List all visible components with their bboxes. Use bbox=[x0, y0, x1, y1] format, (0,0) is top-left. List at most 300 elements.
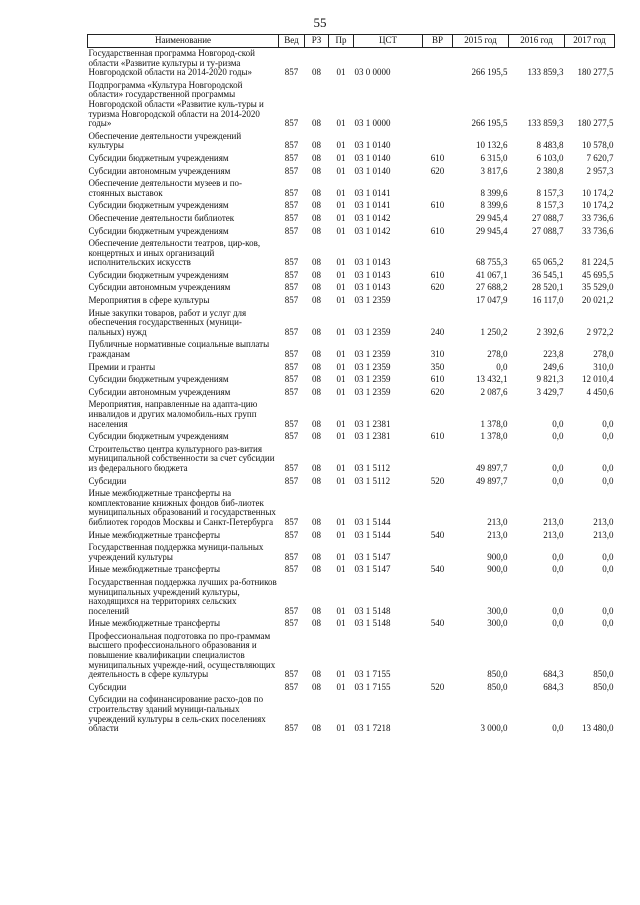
row-rz: 08 bbox=[312, 516, 321, 527]
row-rz: 08 bbox=[312, 118, 321, 129]
row-value-2015: 850,0 bbox=[487, 681, 508, 692]
row-rz: 08 bbox=[312, 295, 321, 306]
row-pr: 01 bbox=[336, 326, 346, 337]
row-cst: 03 1 0140 bbox=[354, 165, 391, 176]
row-value-2016: 27 088,7 bbox=[532, 212, 564, 223]
row-ved: 857 bbox=[284, 431, 299, 442]
table-row bbox=[88, 542, 615, 564]
row-rz: 08 bbox=[312, 418, 321, 429]
row-name: Обеспечение деятельности библиотек bbox=[88, 212, 235, 223]
row-name: Мероприятия, направленные на адапта-цию инвалидов и других маломобиль-ных групп населения bbox=[88, 399, 258, 429]
row-pr: 01 bbox=[336, 723, 346, 734]
row-value-2017: 850,0 bbox=[593, 681, 614, 692]
row-value-2015: 29 945,4 bbox=[476, 212, 508, 223]
table-row bbox=[88, 282, 615, 295]
row-name: Субсидии автономным учреждениям bbox=[88, 165, 231, 176]
row-cst: 03 1 2359 bbox=[354, 361, 391, 372]
row-vr: 520 bbox=[430, 681, 445, 692]
row-value-2017: 180 277,5 bbox=[577, 118, 614, 129]
row-value-2015: 6 315,0 bbox=[480, 152, 508, 163]
row-value-2016: 2 380,8 bbox=[536, 165, 564, 176]
row-rz: 08 bbox=[312, 282, 321, 293]
row-pr: 01 bbox=[336, 462, 346, 473]
row-pr: 01 bbox=[336, 418, 346, 429]
row-value-2015: 278,0 bbox=[487, 349, 508, 360]
row-pr: 01 bbox=[336, 187, 346, 198]
row-vr bbox=[423, 238, 453, 270]
row-name: Государственная программа Новгород-ской области «Развитие культуры и ту-ризма Новгородской области на 2014-2020 годы» bbox=[88, 48, 255, 78]
row-ved: 857 bbox=[284, 187, 299, 198]
row-value-2015: 29 945,4 bbox=[476, 225, 508, 236]
table-row bbox=[88, 48, 615, 80]
table-row bbox=[88, 295, 615, 308]
row-rz: 08 bbox=[312, 326, 321, 337]
table-row bbox=[88, 618, 615, 631]
row-pr: 01 bbox=[336, 605, 346, 616]
row-vr bbox=[423, 488, 453, 529]
row-value-2016: 223,8 bbox=[543, 349, 564, 360]
row-name: Субсидии bbox=[88, 681, 127, 692]
row-rz: 08 bbox=[312, 386, 321, 397]
row-rz: 08 bbox=[312, 140, 321, 151]
row-value-2017: 0,0 bbox=[602, 462, 614, 473]
row-ved: 857 bbox=[284, 564, 299, 575]
row-name: Профессиональная подготовка по про-граммам высшего профессионального образования и повышение квалификации специалистов муниципальных учрежде-ний, осуществляющих деятельность в сфере культуры bbox=[88, 630, 276, 680]
row-rz: 08 bbox=[312, 374, 321, 385]
row-ved: 857 bbox=[284, 529, 299, 540]
row-vr: 310 bbox=[430, 349, 445, 360]
row-value-2015: 49 897,7 bbox=[476, 462, 508, 473]
row-pr: 01 bbox=[336, 431, 346, 442]
row-vr bbox=[423, 542, 453, 564]
row-cst: 03 1 5148 bbox=[354, 605, 391, 616]
row-value-2017: 213,0 bbox=[593, 529, 614, 540]
column-header-name: Наименование bbox=[88, 35, 279, 48]
row-rz: 08 bbox=[312, 269, 321, 280]
row-vr bbox=[423, 295, 453, 308]
row-value-2016: 0,0 bbox=[552, 723, 564, 734]
row-value-2017: 81 224,5 bbox=[582, 257, 614, 268]
row-value-2016: 249,6 bbox=[543, 361, 564, 372]
row-name: Иные закупки товаров, работ и услуг для обеспечения государственных (муници-пальных) нужд bbox=[88, 307, 247, 337]
row-cst: 03 1 5147 bbox=[354, 551, 391, 562]
table-row bbox=[88, 80, 615, 131]
table-body bbox=[88, 48, 615, 736]
row-name: Иные межбюджетные трансферты bbox=[88, 618, 221, 629]
row-cst: 03 1 0140 bbox=[354, 152, 391, 163]
row-rz: 08 bbox=[312, 361, 321, 372]
row-value-2015: 0,0 bbox=[496, 361, 508, 372]
row-value-2016: 28 520,1 bbox=[532, 282, 564, 293]
row-cst: 03 1 0141 bbox=[354, 200, 391, 211]
row-name: Субсидии бюджетным учреждениям bbox=[88, 269, 229, 280]
row-pr: 01 bbox=[336, 551, 346, 562]
row-name: Субсидии на софинансирование расхо-дов по строительству зданий муници-пальных учреждений культуры в сель-ских поселениях области bbox=[88, 694, 266, 734]
row-value-2017: 10 174,2 bbox=[582, 187, 614, 198]
row-value-2016: 0,0 bbox=[552, 475, 564, 486]
row-vr bbox=[423, 399, 453, 431]
row-cst: 03 1 5147 bbox=[354, 564, 391, 575]
row-name: Подпрограмма «Культура Новгородской области» государственной программы Новгородской области «Развитие куль-туры и туризма Новгородской области на 2014-2020 годы» bbox=[88, 79, 264, 129]
row-value-2016: 0,0 bbox=[552, 551, 564, 562]
row-rz: 08 bbox=[312, 67, 321, 78]
table-row bbox=[88, 213, 615, 226]
table-row bbox=[88, 200, 615, 213]
row-value-2016: 3 429,7 bbox=[536, 386, 564, 397]
row-cst: 03 1 2359 bbox=[354, 386, 391, 397]
table-row bbox=[88, 226, 615, 239]
row-value-2016: 65 065,2 bbox=[532, 257, 564, 268]
row-vr bbox=[423, 178, 453, 200]
row-vr bbox=[423, 631, 453, 682]
row-rz: 08 bbox=[312, 187, 321, 198]
row-ved: 857 bbox=[284, 475, 299, 486]
row-value-2017: 2 972,2 bbox=[586, 326, 614, 337]
row-cst: 03 1 0143 bbox=[354, 282, 391, 293]
row-name: Обеспечение деятельности учреждений культуры bbox=[88, 130, 242, 151]
row-cst: 03 1 5112 bbox=[354, 475, 391, 486]
row-ved: 857 bbox=[284, 326, 299, 337]
row-ved: 857 bbox=[284, 212, 299, 223]
row-value-2015: 3 817,6 bbox=[480, 165, 508, 176]
row-value-2017: 7 620,7 bbox=[586, 152, 614, 163]
column-header-pr: Пр bbox=[329, 35, 354, 48]
row-value-2016: 16 117,0 bbox=[532, 295, 564, 306]
row-ved: 857 bbox=[284, 152, 299, 163]
row-vr: 610 bbox=[430, 431, 445, 442]
row-cst: 03 1 5112 bbox=[354, 462, 391, 473]
table-row bbox=[88, 631, 615, 682]
row-value-2016: 684,3 bbox=[543, 681, 564, 692]
row-cst: 03 1 0142 bbox=[354, 212, 391, 223]
row-value-2016: 133 859,3 bbox=[527, 67, 564, 78]
row-value-2016: 8 157,3 bbox=[536, 200, 564, 211]
row-vr bbox=[423, 48, 453, 80]
row-cst: 03 1 5144 bbox=[354, 516, 391, 527]
row-value-2016: 6 103,0 bbox=[536, 152, 564, 163]
row-vr bbox=[423, 80, 453, 131]
row-ved: 857 bbox=[284, 723, 299, 734]
row-value-2017: 180 277,5 bbox=[577, 67, 614, 78]
row-pr: 01 bbox=[336, 118, 346, 129]
row-ved: 857 bbox=[284, 418, 299, 429]
row-value-2015: 27 688,2 bbox=[476, 282, 508, 293]
row-name: Субсидии бюджетным учреждениям bbox=[88, 200, 229, 211]
row-name: Премии и гранты bbox=[88, 361, 156, 372]
row-value-2017: 2 957,3 bbox=[586, 165, 614, 176]
row-rz: 08 bbox=[312, 152, 321, 163]
row-vr: 540 bbox=[430, 529, 445, 540]
row-vr: 540 bbox=[430, 564, 445, 575]
row-cst: 03 1 0140 bbox=[354, 140, 391, 151]
row-rz: 08 bbox=[312, 431, 321, 442]
row-pr: 01 bbox=[336, 295, 346, 306]
row-value-2017: 0,0 bbox=[602, 618, 614, 629]
row-ved: 857 bbox=[284, 225, 299, 236]
row-ved: 857 bbox=[284, 605, 299, 616]
row-rz: 08 bbox=[312, 200, 321, 211]
row-value-2016: 8 157,3 bbox=[536, 187, 564, 198]
row-value-2015: 266 195,5 bbox=[471, 67, 508, 78]
row-value-2017: 10 578,0 bbox=[582, 140, 614, 151]
row-pr: 01 bbox=[336, 269, 346, 280]
row-rz: 08 bbox=[312, 529, 321, 540]
row-value-2017: 0,0 bbox=[602, 475, 614, 486]
row-ved: 857 bbox=[284, 200, 299, 211]
row-pr: 01 bbox=[336, 564, 346, 575]
row-cst: 03 1 7155 bbox=[354, 681, 391, 692]
row-name: Иные межбюджетные трансферты bbox=[88, 564, 221, 575]
row-cst: 03 1 5148 bbox=[354, 618, 391, 629]
row-value-2016: 8 483,8 bbox=[536, 140, 564, 151]
table-row bbox=[88, 694, 615, 735]
row-value-2016: 213,0 bbox=[543, 516, 564, 527]
row-name: Субсидии бюджетным учреждениям bbox=[88, 431, 229, 442]
row-name: Субсидии автономным учреждениям bbox=[88, 282, 231, 293]
row-value-2017: 310,0 bbox=[593, 361, 614, 372]
row-rz: 08 bbox=[312, 212, 321, 223]
row-name: Мероприятия в сфере культуры bbox=[88, 295, 210, 306]
row-value-2016: 0,0 bbox=[552, 618, 564, 629]
row-cst: 03 1 0000 bbox=[354, 118, 391, 129]
row-vr: 610 bbox=[430, 374, 445, 385]
row-vr: 620 bbox=[430, 282, 445, 293]
row-value-2015: 850,0 bbox=[487, 669, 508, 680]
row-pr: 01 bbox=[336, 669, 346, 680]
row-ved: 857 bbox=[284, 295, 299, 306]
row-value-2017: 0,0 bbox=[602, 564, 614, 575]
row-value-2015: 300,0 bbox=[487, 618, 508, 629]
row-value-2015: 266 195,5 bbox=[471, 118, 508, 129]
row-value-2015: 900,0 bbox=[487, 551, 508, 562]
row-pr: 01 bbox=[336, 386, 346, 397]
row-vr: 540 bbox=[430, 618, 445, 629]
row-cst: 03 1 0142 bbox=[354, 225, 391, 236]
row-name: Иные межбюджетные трансферты bbox=[88, 529, 221, 540]
row-name: Субсидии бюджетным учреждениям bbox=[88, 152, 229, 163]
row-vr: 610 bbox=[430, 269, 445, 280]
row-pr: 01 bbox=[336, 282, 346, 293]
row-name: Субсидии бюджетным учреждениям bbox=[88, 225, 229, 236]
row-cst: 03 1 5144 bbox=[354, 529, 391, 540]
table-row bbox=[88, 530, 615, 543]
row-vr: 520 bbox=[430, 475, 445, 486]
row-vr: 350 bbox=[430, 361, 445, 372]
row-rz: 08 bbox=[312, 669, 321, 680]
row-value-2016: 684,3 bbox=[543, 669, 564, 680]
row-value-2017: 33 736,6 bbox=[582, 225, 614, 236]
row-pr: 01 bbox=[336, 529, 346, 540]
budget-table bbox=[87, 34, 615, 736]
row-value-2015: 1 378,0 bbox=[480, 431, 508, 442]
row-ved: 857 bbox=[284, 386, 299, 397]
row-rz: 08 bbox=[312, 551, 321, 562]
row-value-2016: 2 392,6 bbox=[536, 326, 564, 337]
row-value-2015: 3 000,0 bbox=[480, 723, 508, 734]
row-cst: 03 1 7155 bbox=[354, 669, 391, 680]
row-ved: 857 bbox=[284, 374, 299, 385]
table-row bbox=[88, 166, 615, 179]
row-cst: 03 1 7218 bbox=[354, 723, 391, 734]
row-cst: 03 1 2359 bbox=[354, 326, 391, 337]
row-rz: 08 bbox=[312, 475, 321, 486]
row-ved: 857 bbox=[284, 681, 299, 692]
table-row bbox=[88, 564, 615, 577]
row-cst: 03 1 2381 bbox=[354, 418, 391, 429]
row-rz: 08 bbox=[312, 723, 321, 734]
row-value-2016: 133 859,3 bbox=[527, 118, 564, 129]
row-pr: 01 bbox=[336, 349, 346, 360]
row-cst: 03 1 2359 bbox=[354, 295, 391, 306]
row-pr: 01 bbox=[336, 257, 346, 268]
row-value-2015: 300,0 bbox=[487, 605, 508, 616]
row-value-2017: 0,0 bbox=[602, 418, 614, 429]
table-row bbox=[88, 270, 615, 283]
page-number: 55 bbox=[313, 15, 327, 30]
column-header-2017: 2017 год bbox=[565, 35, 615, 48]
row-vr bbox=[423, 444, 453, 476]
row-pr: 01 bbox=[336, 361, 346, 372]
table-row bbox=[88, 362, 615, 375]
row-pr: 01 bbox=[336, 212, 346, 223]
row-ved: 857 bbox=[284, 361, 299, 372]
row-ved: 857 bbox=[284, 269, 299, 280]
table-row bbox=[88, 444, 615, 476]
row-pr: 01 bbox=[336, 475, 346, 486]
row-cst: 03 1 0141 bbox=[354, 187, 391, 198]
row-value-2017: 45 695,5 bbox=[582, 269, 614, 280]
row-name: Субсидии автономным учреждениям bbox=[88, 386, 231, 397]
table-row bbox=[88, 431, 615, 444]
row-pr: 01 bbox=[336, 681, 346, 692]
row-pr: 01 bbox=[336, 618, 346, 629]
row-vr: 610 bbox=[430, 200, 445, 211]
column-header-cst: ЦСТ bbox=[354, 35, 423, 48]
row-vr bbox=[423, 213, 453, 226]
row-value-2015: 2 087,6 bbox=[480, 386, 508, 397]
row-cst: 03 1 2359 bbox=[354, 349, 391, 360]
row-value-2017: 278,0 bbox=[593, 349, 614, 360]
row-pr: 01 bbox=[336, 225, 346, 236]
row-rz: 08 bbox=[312, 165, 321, 176]
row-ved: 857 bbox=[284, 462, 299, 473]
row-pr: 01 bbox=[336, 67, 346, 78]
row-value-2015: 41 067,1 bbox=[476, 269, 508, 280]
row-ved: 857 bbox=[284, 516, 299, 527]
row-value-2016: 36 545,1 bbox=[532, 269, 564, 280]
row-ved: 857 bbox=[284, 67, 299, 78]
row-name: Публичные нормативные социальные выплаты гражданам bbox=[88, 339, 270, 360]
column-header-ved: Вед bbox=[279, 35, 305, 48]
row-rz: 08 bbox=[312, 605, 321, 616]
row-value-2015: 8 399,6 bbox=[480, 200, 508, 211]
row-name: Иные межбюджетные трансферты на комплектование книжных фондов биб-лиотек муниципальных образований и государственных библиотек городов Москвы и Санкт-Петербурга bbox=[88, 488, 276, 527]
row-rz: 08 bbox=[312, 618, 321, 629]
row-rz: 08 bbox=[312, 681, 321, 692]
table-row bbox=[88, 178, 615, 200]
row-ved: 857 bbox=[284, 551, 299, 562]
row-pr: 01 bbox=[336, 140, 346, 151]
row-pr: 01 bbox=[336, 165, 346, 176]
table-row bbox=[88, 476, 615, 489]
row-vr: 610 bbox=[430, 225, 445, 236]
row-ved: 857 bbox=[284, 618, 299, 629]
row-value-2015: 68 755,3 bbox=[476, 257, 508, 268]
row-value-2017: 0,0 bbox=[602, 431, 614, 442]
row-pr: 01 bbox=[336, 516, 346, 527]
row-ved: 857 bbox=[284, 257, 299, 268]
row-vr: 620 bbox=[430, 386, 445, 397]
row-value-2017: 13 480,0 bbox=[582, 723, 614, 734]
table-row bbox=[88, 682, 615, 695]
table-row bbox=[88, 238, 615, 270]
column-header-2015: 2015 год bbox=[453, 35, 509, 48]
row-value-2015: 8 399,6 bbox=[480, 187, 508, 198]
row-value-2015: 17 047,9 bbox=[476, 295, 508, 306]
row-pr: 01 bbox=[336, 374, 346, 385]
row-value-2017: 850,0 bbox=[593, 669, 614, 680]
row-ved: 857 bbox=[284, 282, 299, 293]
row-name: Субсидии bbox=[88, 475, 127, 486]
row-ved: 857 bbox=[284, 165, 299, 176]
row-value-2017: 33 736,6 bbox=[582, 212, 614, 223]
row-value-2017: 0,0 bbox=[602, 551, 614, 562]
row-rz: 08 bbox=[312, 225, 321, 236]
row-value-2015: 10 132,6 bbox=[476, 140, 508, 151]
table-header-row bbox=[88, 35, 615, 48]
column-header-rz: РЗ bbox=[305, 35, 329, 48]
row-value-2017: 0,0 bbox=[602, 605, 614, 616]
table-row bbox=[88, 399, 615, 431]
row-vr: 620 bbox=[430, 165, 445, 176]
row-value-2017: 12 010,4 bbox=[582, 374, 614, 385]
column-header-vr: ВР bbox=[423, 35, 453, 48]
row-value-2015: 213,0 bbox=[487, 516, 508, 527]
row-value-2017: 4 450,6 bbox=[586, 386, 614, 397]
row-value-2016: 27 088,7 bbox=[532, 225, 564, 236]
row-value-2015: 1 250,2 bbox=[480, 326, 508, 337]
row-value-2016: 9 821,3 bbox=[536, 374, 564, 385]
row-value-2015: 213,0 bbox=[487, 529, 508, 540]
table-row bbox=[88, 131, 615, 153]
row-rz: 08 bbox=[312, 564, 321, 575]
row-name: Государственная поддержка муници-пальных учреждений культуры bbox=[88, 542, 264, 562]
row-cst: 03 1 0143 bbox=[354, 269, 391, 280]
row-name: Строительство центра культурного раз-вития муниципальной собственности за счет субсидии из федерального бюджета bbox=[88, 443, 275, 473]
row-ved: 857 bbox=[284, 669, 299, 680]
row-name: Обеспечение деятельности театров, цир-ков, концертных и иных организаций исполнительских искусств bbox=[88, 238, 261, 268]
table-row bbox=[88, 488, 615, 529]
row-ved: 857 bbox=[284, 118, 299, 129]
row-rz: 08 bbox=[312, 349, 321, 360]
table-row bbox=[88, 339, 615, 361]
row-pr: 01 bbox=[336, 200, 346, 211]
row-cst: 03 1 2381 bbox=[354, 431, 391, 442]
row-value-2016: 213,0 bbox=[543, 529, 564, 540]
row-cst: 03 1 2359 bbox=[354, 374, 391, 385]
row-value-2015: 13 432,1 bbox=[476, 374, 508, 385]
row-vr: 240 bbox=[430, 326, 445, 337]
row-value-2016: 0,0 bbox=[552, 462, 564, 473]
row-value-2016: 0,0 bbox=[552, 564, 564, 575]
row-value-2017: 20 021,2 bbox=[582, 295, 614, 306]
row-ved: 857 bbox=[284, 140, 299, 151]
table-row bbox=[88, 387, 615, 400]
row-vr bbox=[423, 694, 453, 735]
row-cst: 03 0 0000 bbox=[354, 67, 391, 78]
row-ved: 857 bbox=[284, 349, 299, 360]
row-value-2015: 1 378,0 bbox=[480, 418, 508, 429]
